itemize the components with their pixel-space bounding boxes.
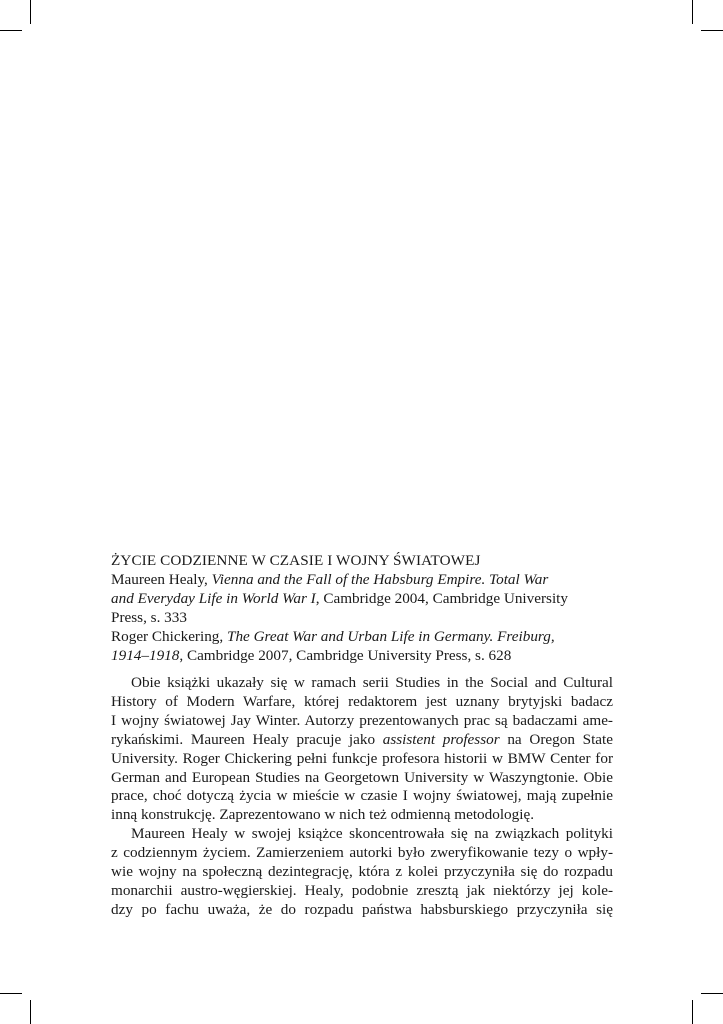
italic-title: The Great War and Urban Life in Germany. Freiburg, — [227, 627, 555, 645]
text-line — [111, 674, 613, 693]
text-run: inną konstrukcję. Zaprezentowano w nich też odmienną metodologię. — [111, 806, 535, 824]
text-line — [111, 627, 613, 647]
text-line — [111, 608, 613, 628]
text-line — [111, 844, 613, 863]
text-run: Press, s. 333 — [111, 608, 187, 626]
text-run: dzy po fachu uważa, że do rozpadu państwa habsburskiego przyczyniła się — [111, 900, 613, 918]
text-run: German and European Studies na Georgetown University w Waszyngtonie. Obie — [111, 768, 613, 786]
text-line — [111, 750, 613, 769]
crop-mark-top-left — [30, 0, 31, 24]
section-heading: ŻYCIE CODZIENNE W CZASIE I WOJNY ŚWIATOWEJ — [111, 552, 481, 569]
text-line — [111, 769, 613, 788]
crop-mark-bottom-left — [30, 1000, 31, 1024]
crop-mark-bottom-left-h — [0, 993, 22, 994]
text-run: Obie książki ukazały się w ramach serii Studies in the Social and Cultural — [131, 674, 613, 691]
text-line — [111, 806, 613, 825]
text-run: History of Modern Warfare, której redaktorem jest uznany brytyjski badacz — [111, 692, 613, 710]
text-run: monarchii austro-węgierskiej. Healy, podobnie zresztą jak niektórzy jej kole- — [111, 881, 613, 899]
text-run: prace, choć dotyczą życia w mieście w czasie I wojny światowej, mają zupełnie — [111, 787, 613, 805]
text-run: , Cambridge 2007, Cambridge University Press, s. 628 — [179, 646, 512, 664]
text-line — [111, 693, 613, 712]
text-line — [111, 882, 613, 901]
reference-list — [111, 571, 613, 666]
text-line — [111, 731, 613, 750]
text-line — [111, 901, 613, 920]
text-run: wie wojny na społeczną dezintegrację, która z kolei przyczyniła się do rozpadu — [111, 863, 613, 881]
text-line — [111, 863, 613, 882]
crop-mark-bottom-right — [692, 1000, 693, 1024]
text-run: , Cambridge 2004, Cambridge University — [315, 589, 568, 607]
italic-title: Vienna and the Fall of the Habsburg Empire. Total War — [211, 570, 549, 588]
crop-mark-top-right — [692, 0, 693, 24]
text-line — [111, 570, 613, 590]
paragraph — [111, 825, 613, 920]
text-run: Maureen Healy, — [111, 570, 212, 588]
italic-title: assistent professor — [382, 730, 500, 748]
paragraph — [111, 674, 613, 825]
text-line — [111, 825, 613, 844]
italic-title: and Everyday Life in World War I — [111, 589, 316, 607]
text-line — [111, 646, 613, 666]
reference-entry — [111, 628, 613, 666]
body-text — [111, 674, 613, 920]
text-run: z codziennym życiem. Zamierzeniem autorki było zweryfikowanie tezy o wpły- — [111, 844, 613, 862]
reference-entry — [111, 571, 613, 628]
crop-mark-top-left-h — [0, 30, 22, 31]
text-line — [111, 712, 613, 731]
text-run: rykańskimi. Maureen Healy pracuje jako — [111, 730, 383, 748]
text-run: University. Roger Chickering pełni funkcje profesora historii w BMW Center for — [111, 749, 613, 767]
crop-mark-bottom-right-h — [701, 993, 723, 994]
text-run: I wojny światowej Jay Winter. Autorzy prezentowanych prac są badaczami ame- — [111, 711, 613, 729]
text-line — [111, 589, 613, 609]
text-run: na Oregon State — [499, 730, 614, 748]
crop-mark-top-right-h — [701, 30, 723, 31]
italic-title: 1914–1918 — [111, 646, 180, 664]
review-header — [111, 552, 613, 665]
text-run: Maureen Healy w swojej książce skoncentrowała się na związkach polityki — [131, 825, 613, 843]
text-line — [111, 787, 613, 806]
text-run: Roger Chickering, — [111, 627, 227, 645]
